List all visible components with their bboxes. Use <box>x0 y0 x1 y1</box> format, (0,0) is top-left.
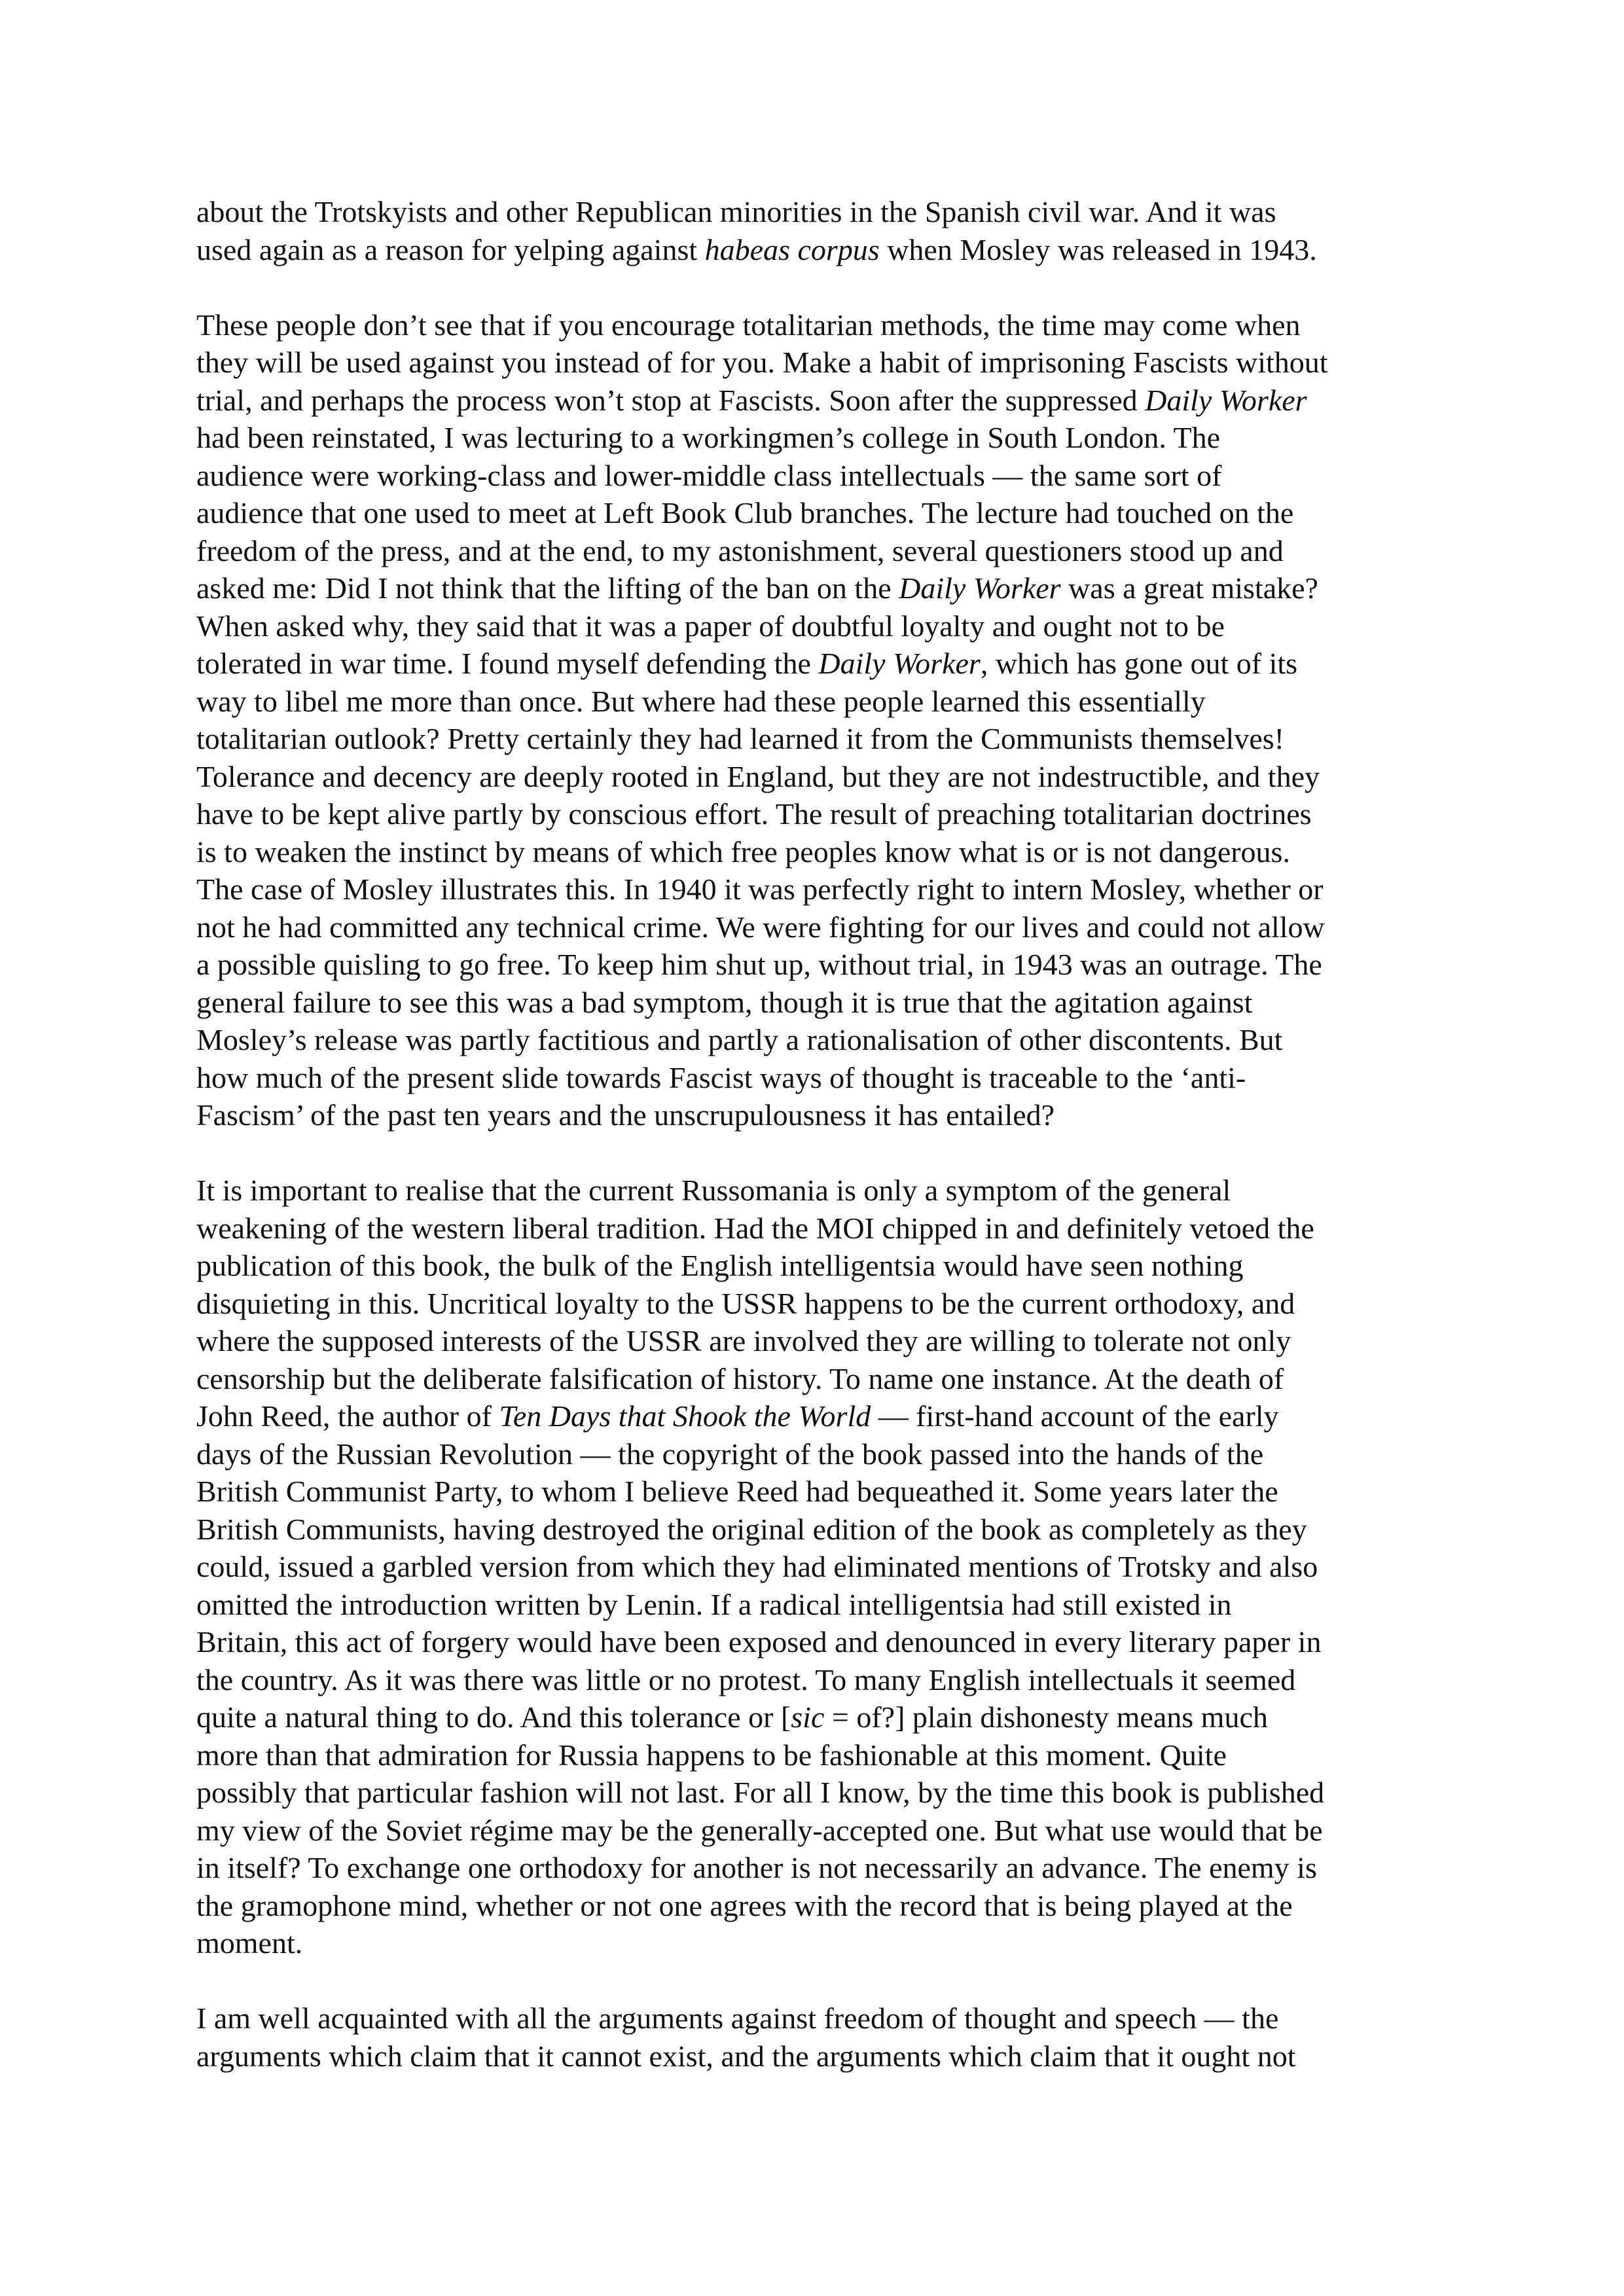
italic-title: Daily Worker <box>818 647 981 680</box>
text-run: Mosley’s release was partly factitious and partly a rationalisation of other discontents. But <box>196 1023 1283 1056</box>
text-line <box>196 494 1460 532</box>
text-run: the country. As it was there was little or no protest. To many English intellectuals it seemed <box>196 1662 1296 1696</box>
text-line <box>196 569 1460 607</box>
text-line <box>196 2000 1460 2037</box>
italic-title: sic <box>791 1700 825 1734</box>
text-run: Britain, this act of forgery would have been exposed and denounced in every literary paper in <box>196 1625 1322 1659</box>
text-line <box>196 1887 1460 1925</box>
text-run: When asked why, they said that it was a paper of doubtful loyalty and ought not to be <box>196 609 1225 643</box>
text-line <box>196 1397 1460 1435</box>
text-line <box>196 946 1460 984</box>
text-line <box>196 1623 1460 1661</box>
text-run: audience were working-class and lower-middle class intellectuals — the same sort of <box>196 458 1222 492</box>
text-run: totalitarian outlook? Pretty certainly they had learned it from the Communists themselves! <box>196 722 1284 755</box>
text-run: my view of the Soviet régime may be the generally-accepted one. But what use would that be <box>196 1813 1323 1847</box>
paragraph-2 <box>196 306 1460 1134</box>
text-run: publication of this book, the bulk of the English intelligentsia would have seen nothing <box>196 1249 1244 1282</box>
text-run: , which has gone out of its <box>980 647 1298 680</box>
italic-title: Daily Worker <box>899 571 1061 605</box>
text-run: audience that one used to meet at Left Book Club branches. The lecture had touched on the <box>196 496 1294 529</box>
text-run: how much of the present slide towards Fascist ways of thought is traceable to the ‘anti- <box>196 1060 1246 1094</box>
text-run: they will be used against you instead of for you. Make a habit of imprisoning Fascists without <box>196 346 1328 379</box>
text-run: was a great mistake? <box>1060 571 1318 605</box>
text-run: arguments which claim that it cannot exist, and the arguments which claim that it ought not <box>196 2039 1296 2073</box>
text-run: — first-hand account of the early <box>871 1399 1279 1433</box>
text-line <box>196 1698 1460 1736</box>
text-run: days of the Russian Revolution — the copyright of the book passed into the hands of the <box>196 1437 1264 1471</box>
text-line <box>196 1210 1460 1247</box>
text-line <box>196 1435 1460 1473</box>
text-run: trial, and perhaps the process won’t stop at Fascists. Soon after the suppressed <box>196 383 1146 417</box>
text-run: had been reinstated, I was lecturing to a workingmen’s college in South London. The <box>196 421 1221 454</box>
text-line <box>196 1322 1460 1360</box>
text-line <box>196 1172 1460 1210</box>
paragraph-gap <box>196 268 1460 306</box>
text-line <box>196 1548 1460 1586</box>
text-line <box>196 1736 1460 1774</box>
text-run: way to libel me more than once. But where had these people learned this essentially <box>196 684 1206 718</box>
text-line <box>196 645 1460 683</box>
text-line <box>196 1247 1460 1285</box>
text-run: used again as a reason for yelping against <box>196 232 705 266</box>
italic-title: Ten Days that Shook the World <box>499 1399 871 1433</box>
text-line <box>196 306 1460 344</box>
text-run: in itself? To exchange one orthodoxy for another is not necessarily an advance. The enemy is <box>196 1851 1317 1884</box>
text-line <box>196 419 1460 457</box>
text-run: quite a natural thing to do. And this tolerance or [ <box>196 1700 791 1734</box>
text-run: a possible quisling to go free. To keep him shut up, without trial, in 1943 was an outrage. The <box>196 948 1322 981</box>
text-line <box>196 344 1460 382</box>
text-line <box>196 382 1460 420</box>
text-line <box>196 1473 1460 1511</box>
italic-title: habeas corpus <box>704 232 880 266</box>
text-run: more than that admiration for Russia happens to be fashionable at this moment. Quite <box>196 1738 1227 1772</box>
text-line <box>196 607 1460 645</box>
text-run: is to weaken the instinct by means of which free peoples know what is or is not dangerous. <box>196 834 1290 869</box>
text-line <box>196 683 1460 721</box>
text-line <box>196 870 1460 908</box>
text-line <box>196 532 1460 570</box>
text-line <box>196 231 1460 269</box>
text-run: These people don’t see that if you encourage totalitarian methods, the time may come when <box>196 308 1301 342</box>
text-line <box>196 908 1460 946</box>
paragraph-gap <box>196 1134 1460 1172</box>
text-run: The case of Mosley illustrates this. In 1940 it was perfectly right to intern Mosley, whether or <box>196 872 1324 906</box>
text-run: tolerated in war time. I found myself defending the <box>196 647 819 680</box>
text-run: when Mosley was released in 1943. <box>879 232 1317 266</box>
text-line <box>196 758 1460 796</box>
text-line <box>196 984 1460 1022</box>
text-run: John Reed, the author of <box>196 1399 499 1433</box>
text-line <box>196 2037 1460 2075</box>
text-line <box>196 1096 1460 1134</box>
text-run: have to be kept alive partly by conscious effort. The result of preaching totalitarian doctrines <box>196 797 1312 831</box>
text-run: the gramophone mind, whether or not one agrees with the record that is being played at the <box>196 1888 1293 1922</box>
text-run: moment. <box>196 1926 303 1960</box>
paragraph-3 <box>196 1172 1460 1962</box>
text-run: possibly that particular fashion will not last. For all I know, by the time this book is published <box>196 1776 1325 1809</box>
body-text <box>196 193 1460 2075</box>
text-line <box>196 1586 1460 1624</box>
text-line <box>196 1285 1460 1323</box>
paragraph-1 <box>196 193 1460 268</box>
text-line <box>196 1360 1460 1398</box>
text-run: Fascism’ of the past ten years and the unscrupulousness it has entailed? <box>196 1098 1055 1132</box>
text-run: British Communists, having destroyed the original edition of the book as completely as they <box>196 1512 1307 1546</box>
text-line <box>196 833 1460 871</box>
text-run: could, issued a garbled version from which they had eliminated mentions of Trotsky and also <box>196 1550 1318 1583</box>
text-run: freedom of the press, and at the end, to my astonishment, several questioners stood up and <box>196 533 1284 567</box>
text-line <box>196 1924 1460 1962</box>
text-line <box>196 457 1460 495</box>
text-line <box>196 720 1460 758</box>
text-line <box>196 1059 1460 1097</box>
text-line <box>196 1849 1460 1887</box>
text-line <box>196 193 1460 231</box>
text-line <box>196 1812 1460 1850</box>
text-run: general failure to see this was a bad symptom, though it is true that the agitation against <box>196 985 1253 1019</box>
text-run: disquieting in this. Uncritical loyalty to the USSR happens to be the current orthodoxy, and <box>196 1286 1295 1320</box>
text-run: British Communist Party, to whom I believe Reed had bequeathed it. Some years later the <box>196 1475 1278 1508</box>
text-line <box>196 1774 1460 1812</box>
text-run: It is important to realise that the current Russomania is only a symptom of the general <box>196 1174 1231 1207</box>
text-run: not he had committed any technical crime. We were fighting for our lives and could not allow <box>196 910 1325 944</box>
paragraph-gap <box>196 1962 1460 2000</box>
text-line <box>196 1021 1460 1059</box>
italic-title: Daily Worker <box>1145 383 1307 417</box>
text-run: weakening of the western liberal tradition. Had the MOI chipped in and definitely vetoed the <box>196 1211 1314 1245</box>
paragraph-4 <box>196 2000 1460 2075</box>
text-run: I am well acquainted with all the arguments against freedom of thought and speech — the <box>196 2001 1279 2035</box>
text-run: asked me: Did I not think that the lifting of the ban on the <box>196 571 899 605</box>
text-line <box>196 1661 1460 1699</box>
text-run: censorship but the deliberate falsification of history. To name one instance. At the death of <box>196 1361 1284 1395</box>
text-run: = of?] plain dishonesty means much <box>824 1700 1268 1734</box>
text-run: Tolerance and decency are deeply rooted in England, but they are not indestructible, and they <box>196 759 1320 793</box>
text-line <box>196 1511 1460 1549</box>
text-line <box>196 795 1460 833</box>
text-run: where the supposed interests of the USSR are involved they are willing to tolerate not only <box>196 1324 1291 1357</box>
text-run: about the Trotskyists and other Republican minorities in the Spanish civil war. And it was <box>196 195 1276 228</box>
text-run: omitted the introduction written by Lenin. If a radical intelligentsia had still existed in <box>196 1587 1232 1621</box>
